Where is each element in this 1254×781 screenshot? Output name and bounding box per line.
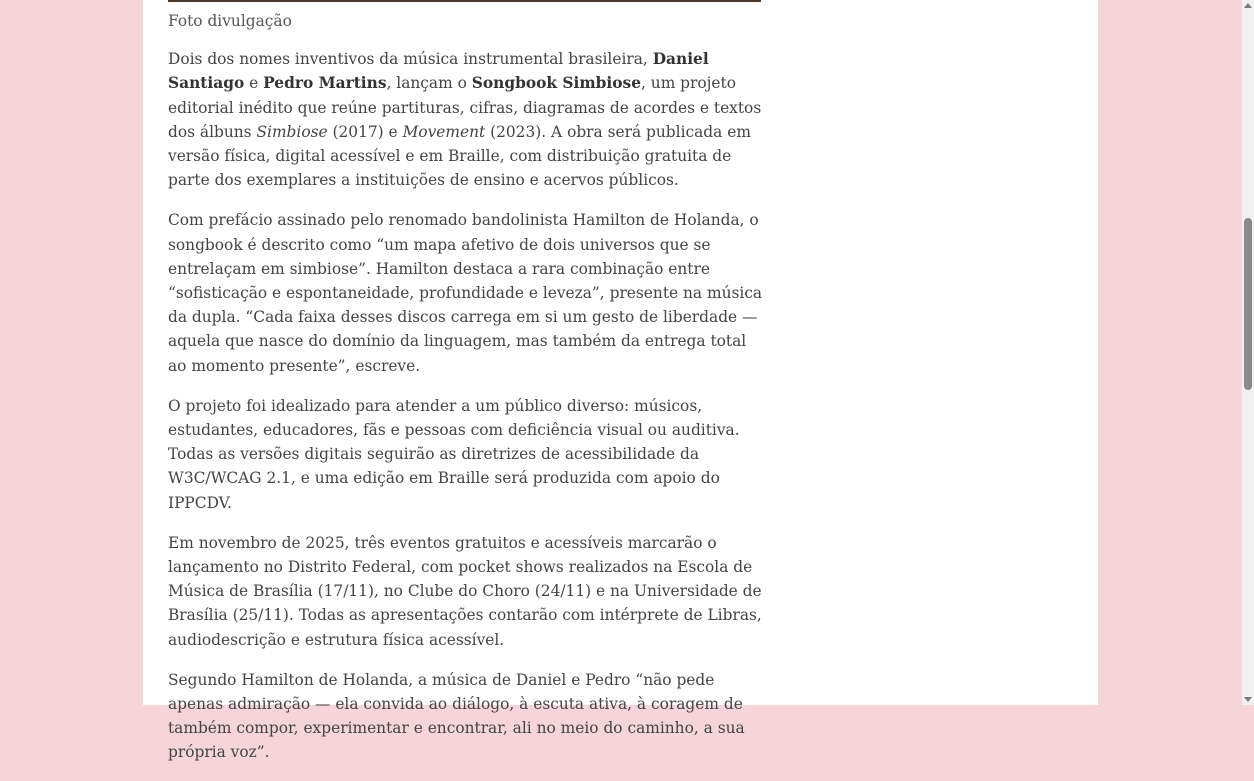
paragraph-quote: Segundo Hamilton de Holanda, a música de Daniel e Pedro “não pede apenas admiração — ela convida ao diálogo, à escuta ativa, à coragem de também compor, experimentar e encontrar, ali no meio do caminho, a sua própria voz”. [168, 670, 745, 762]
article-body [168, 9, 763, 781]
vertical-scrollbar[interactable] [1242, 0, 1254, 705]
artist-name-daniel: Daniel Santiago [168, 50, 709, 93]
scroll-up-arrow-icon[interactable] [1244, 3, 1252, 8]
paragraph-intro: Dois dos nomes inventivos da música instrumental brasileira, Daniel Santiago e Pedro Martins, lançam o Songbook Simbiose, um projeto editorial inédito que reúne partituras, cifras, diagramas de acordes e textos dos álbuns Simbiose (2017) e Movement (2023). A obra será publicada em versão física, digital acessível e em Braille, com distribuição gratuita de parte dos exemplares a instituições de ensino e acervos públicos. [168, 50, 762, 190]
scrollbar-thumb[interactable] [1244, 218, 1252, 390]
paragraph-events: Em novembro de 2025, três eventos gratuitos e acessíveis marcarão o lançamento no Distrito Federal, com pocket shows realizados na Escola de Música de Brasília (17/11), no Clube do Choro (24/11) e na Universidade de Brasília (25/11). Todas as apresentações contarão com intérprete de Libras, audiodescrição e estrutura física acessível. [168, 533, 762, 649]
project-name: Songbook Simbiose [471, 74, 641, 93]
article-photo-bottom-edge [168, 0, 761, 2]
content-card [143, 0, 1098, 762]
artist-name-pedro: Pedro Martins [263, 74, 387, 93]
photo-caption: Foto divulgação [168, 12, 292, 30]
scroll-down-arrow-icon[interactable] [1244, 697, 1252, 702]
album-movement: Movement [402, 122, 486, 141]
paragraph-accessibility: O projeto foi idealizado para atender a um público diverso: músicos, estudantes, educadores, fãs e pessoas com deficiência visual ou auditiva. Todas as versões digitais seguirão as diretrizes de acessibilidade da W3C/WCAG 2.1, e uma edição em Braille será produzida com apoio do IPPCDV. [168, 396, 740, 512]
album-simbiose: Simbiose [256, 122, 328, 141]
paragraph-preface: Com prefácio assinado pelo renomado bandolinista Hamilton de Holanda, o songbook é descrito como “um mapa afetivo de dois universos que se entrelaçam em simbiose”. Hamilton destaca a rara combinação entre “sofisticação e espontaneidade, profundidade e leveza”, presente na música da dupla. “Cada faixa desses discos carrega em si um gesto de liberdade — aquela que nasce do domínio da linguagem, mas também da entrega total ao momento presente”, escreve. [168, 211, 763, 375]
